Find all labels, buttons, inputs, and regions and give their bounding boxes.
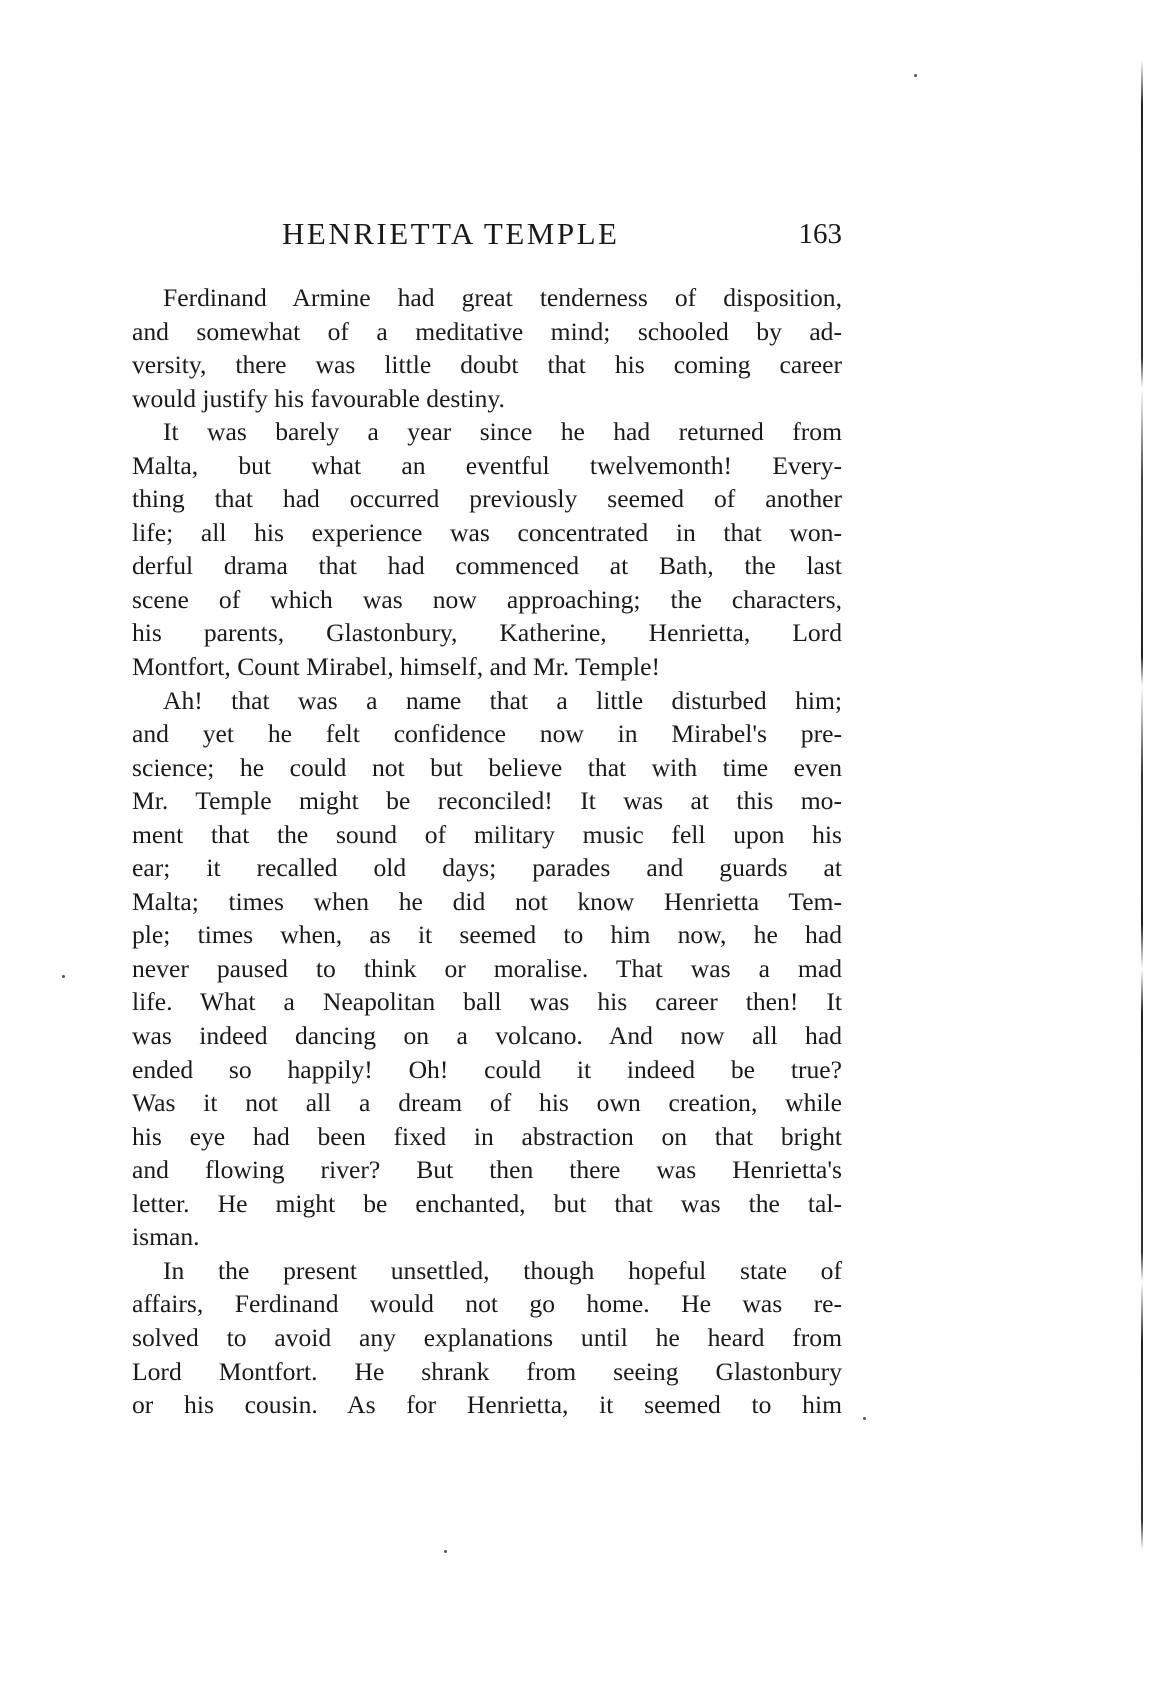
paragraph (132, 684, 842, 1254)
text-line: never paused to think or moralise. That was a mad (132, 953, 842, 983)
page-number: 163 (798, 218, 842, 250)
text-line: Ah! that was a name that a little disturbed him; (163, 685, 842, 715)
text-line: affairs, Ferdinand would not go home. He was re- (132, 1289, 842, 1319)
text-line: Mr. Temple might be reconciled! It was at this mo- (132, 786, 842, 816)
text-line: derful drama that had commenced at Bath, the last (132, 551, 842, 581)
text-line: and yet he felt confidence now in Mirabel's pre- (132, 719, 842, 749)
text-line: ended so happily! Oh! could it indeed be true? (132, 1054, 842, 1084)
text-line: versity, there was little doubt that his coming career (132, 350, 842, 380)
text-line: life; all his experience was concentrated in that won- (132, 517, 842, 547)
text-line: his eye had been fixed in abstraction on that bright (132, 1121, 842, 1151)
text-line: would justify his favourable destiny. (132, 383, 505, 413)
text-line: ear; it recalled old days; parades and guards at (132, 853, 842, 883)
text-line: or his cousin. As for Henrietta, it seemed to him (132, 1390, 842, 1420)
paragraph (132, 1254, 842, 1422)
text-line: science; he could not but believe that with time even (132, 752, 842, 782)
text-line: In the present unsettled, though hopeful state of (163, 1255, 842, 1285)
text-line: Ferdinand Armine had great tenderness of disposition, (163, 283, 842, 312)
text-line: thing that had occurred previously seemed of another (132, 484, 842, 514)
paragraph (132, 415, 842, 683)
running-title: HENRIETTA TEMPLE (282, 216, 620, 251)
text-line: and somewhat of a meditative mind; schooled by ad- (132, 316, 842, 346)
text-line: Malta; times when he did not know Henrietta Tem- (132, 886, 842, 916)
text-line: was indeed dancing on a volcano. And now all had (132, 1021, 842, 1051)
text-line: ment that the sound of military music fell upon his (132, 819, 842, 849)
text-line: scene of which was now approaching; the characters, (132, 584, 842, 614)
text-line: ple; times when, as it seemed to him now, he had (132, 920, 842, 950)
text-line: isman. (132, 1222, 200, 1252)
body-text (132, 281, 842, 1422)
text-line: and flowing river? But then there was Henrietta's (132, 1155, 842, 1185)
scan-speck (914, 74, 917, 77)
text-line: Montfort, Count Mirabel, himself, and Mr. Temple! (132, 652, 661, 682)
scan-speck (444, 1550, 447, 1553)
scan-speck (62, 975, 65, 978)
text-line: It was barely a year since he had returned from (163, 417, 842, 447)
text-line: solved to avoid any explanations until he heard from (132, 1322, 842, 1352)
text-line: his parents, Glastonbury, Katherine, Henrietta, Lord (132, 618, 842, 648)
text-line: Malta, but what an eventful twelvemonth! Every- (132, 450, 842, 480)
scan-edge-shadow (1141, 60, 1143, 1550)
text-line: Was it not all a dream of his own creation, while (132, 1088, 842, 1118)
running-head (132, 216, 842, 256)
paragraph (132, 281, 842, 415)
text-line: life. What a Neapolitan ball was his career then! It (132, 987, 842, 1017)
text-line: Lord Montfort. He shrank from seeing Glastonbury (132, 1356, 842, 1386)
scan-speck (863, 1417, 866, 1420)
text-line: letter. He might be enchanted, but that was the tal- (132, 1188, 842, 1218)
